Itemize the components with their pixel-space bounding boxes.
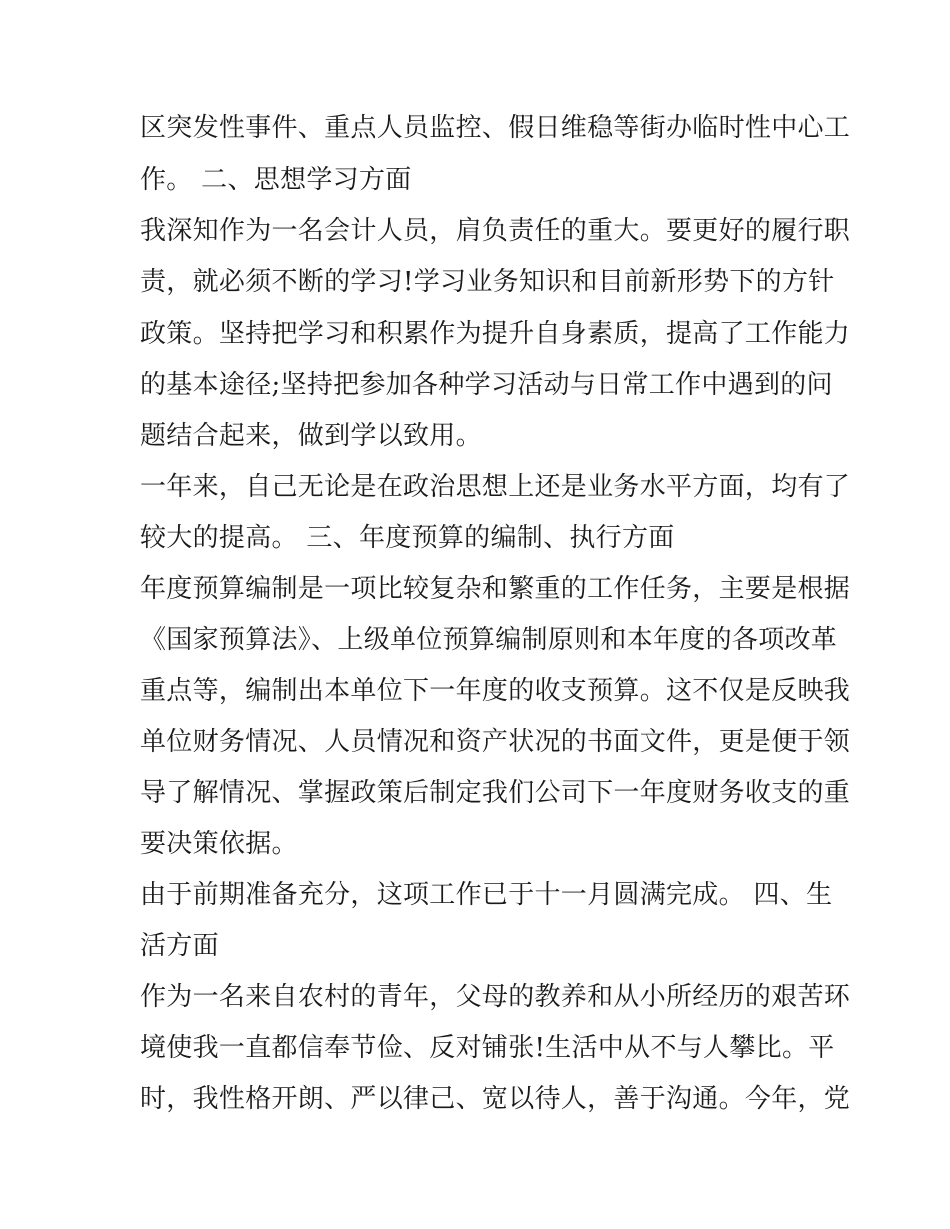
- text-line: 要决策依据。: [140, 829, 298, 859]
- text-line: 年度预算编制是一项比较复杂和繁重的工作任务，主要是根据: [140, 574, 851, 604]
- text-line: 时，我性格开朗、严以律己、宽以待人，善于沟通。今年，党: [140, 1084, 851, 1114]
- text-line: 活方面: [140, 931, 219, 961]
- text-line: 政策。坚持把学习和积累作为提升自身素质，提高了工作能力: [140, 319, 851, 349]
- text-line: 一年来，自己无论是在政治思想上还是业务水平方面，均有了: [140, 472, 851, 502]
- text-line: 区突发性事件、重点人员监控、假日维稳等街办临时性中心工: [140, 113, 851, 143]
- text-line: 作。 二、思想学习方面: [140, 165, 412, 195]
- text-line: 较大的提高。 三、年度预算的编制、执行方面: [140, 523, 675, 553]
- text-line: 责，就必须不断的学习!学习业务知识和目前新形势下的方针: [140, 267, 835, 297]
- text-line: 题结合起来，做到学以致用。: [140, 421, 482, 451]
- text-line: 《国家预算法》、上级单位预算编制原则和本年度的各项改革: [140, 625, 838, 655]
- text-line: 导了解情况、掌握政策后制定我们公司下一年度财务收支的重: [140, 778, 851, 808]
- text-line: 重点等，编制出本单位下一年度的收支预算。这不仅是反映我: [140, 676, 851, 706]
- text-line: 我深知作为一名会计人员，肩负责任的重大。要更好的履行职: [140, 216, 851, 246]
- text-line: 作为一名来自农村的青年，父母的教养和从小所经历的艰苦环: [140, 982, 851, 1012]
- text-line: 的基本途径;坚持把参加各种学习活动与日常工作中遇到的问: [140, 370, 833, 400]
- text-line: 由于前期准备充分，这项工作已于十一月圆满完成。 四、生: [140, 880, 833, 910]
- text-line: 单位财务情况、人员情况和资产状况的书面文件，更是便于领: [140, 727, 851, 757]
- text-line: 境使我一直都信奉节俭、反对铺张!生活中从不与人攀比。平: [140, 1033, 835, 1063]
